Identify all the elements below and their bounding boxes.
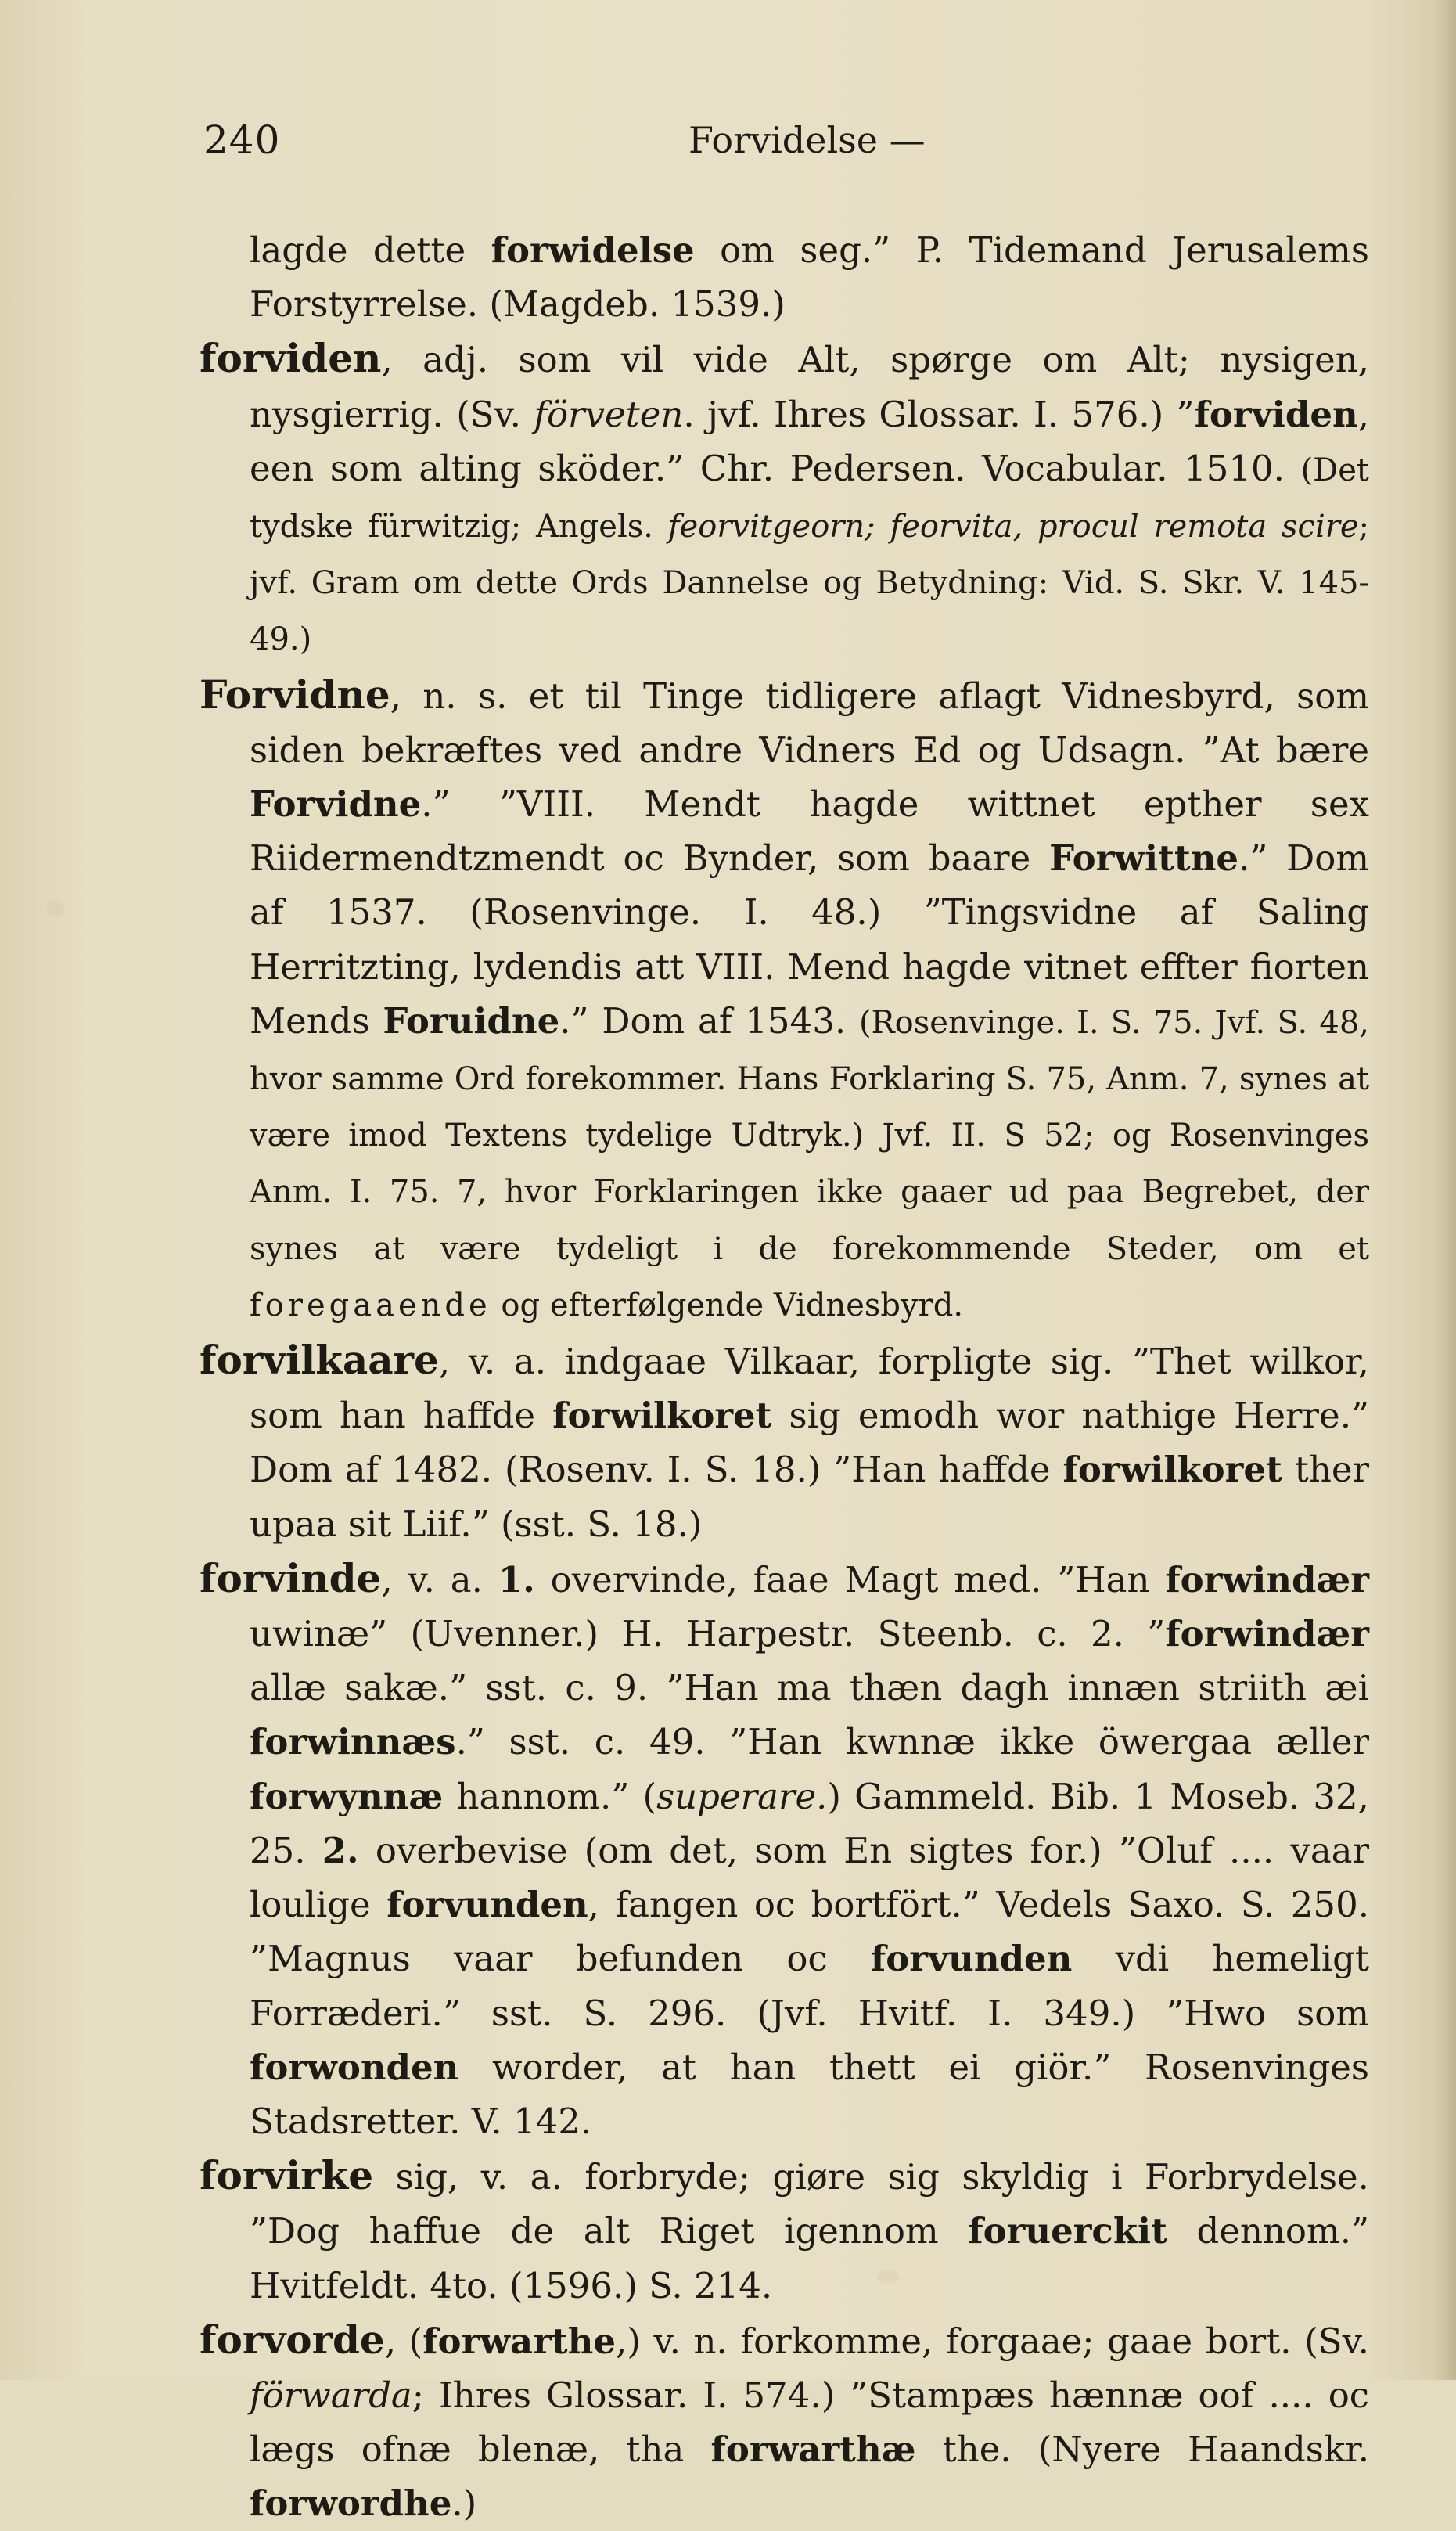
entry-text: .)	[451, 2482, 477, 2525]
bold-quote-word: forwonden	[250, 2046, 459, 2088]
entry-forwidelse-cont	[200, 223, 1369, 331]
bold-quote-word: forwindær	[1165, 1558, 1369, 1600]
dictionary-text	[200, 223, 1369, 2531]
entry-text: .” sst. c. 49. ”Han kwnnæ ikke öwergaa æller	[455, 1721, 1369, 1763]
entry-forvilkaare	[200, 1333, 1369, 1551]
page-header	[203, 117, 1339, 172]
entry-text: lagde dette	[250, 229, 491, 271]
bold-quote-word: forvunden	[386, 1884, 588, 1926]
headword: forvilkaare	[200, 1337, 439, 1384]
headword: forvirke	[200, 2152, 374, 2199]
entry-text: overvinde, faae Magt med. ”Han	[534, 1558, 1166, 1600]
bold-quote-word: forvunden	[870, 1938, 1073, 1980]
page-edge-shadow	[1434, 0, 1456, 2380]
entry-text: superare.	[656, 1775, 828, 1817]
entry-text: sig emodh wor nathige Herre.” Dom af 1482. (Rosenv. I. S. 18.) ”Han haffde	[250, 1395, 1369, 1491]
entry-text: , een som alting sköder.” Chr. Pedersen. Vocabular. 1510.	[250, 393, 1370, 489]
bold-quote-word: foruerckit	[968, 2210, 1167, 2252]
entry-text: förveten	[534, 393, 684, 435]
entry-text: , adj. som vil vide Alt, spørge om Alt; nysigen, nysgierrig. (Sv.	[250, 339, 1369, 435]
bold-quote-word: Forwittne	[1049, 837, 1239, 880]
entry-text: , v. a.	[381, 1558, 498, 1600]
bold-quote-word: forwynnæ	[250, 1775, 444, 1817]
entry-forvirke	[200, 2148, 1369, 2313]
bold-quote-word: forwilkoret	[1062, 1449, 1282, 1491]
bold-quote-word: forwarthæ	[710, 2428, 916, 2471]
entry-text: dennom.” Hvitfeldt. 4to. (1596.) S. 214.	[250, 2210, 1369, 2306]
entry-text: hannom.” (	[443, 1775, 657, 1817]
entry-text: . jvf. Ihres Glossar. I. 576.) ”	[683, 393, 1195, 435]
entry-text: vdi hemeligt Forræderi.” sst. S. 296. (Jvf. Hvitf. I. 349.) ”Hwo som	[250, 1938, 1369, 2034]
bold-quote-word: 1.	[498, 1558, 535, 1600]
entry-forviden	[200, 331, 1369, 667]
entry-text: ther upaa sit Liif.” (sst. S. 18.)	[250, 1449, 1369, 1545]
entry-text: overbevise (om det, som En sigtes for.) ”Oluf .... vaar loulige	[250, 1829, 1369, 1926]
entry-forvidne	[200, 668, 1369, 1333]
entry-text: uwinæ” (Uvenner.) H. Harpestr. Steenb. c. 2. ”	[250, 1613, 1166, 1655]
entry-text: , (	[384, 2320, 423, 2362]
entry-forvinde	[200, 1551, 1369, 2148]
entry-text: ; Ihres Glossar. I. 574.) ”Stampæs hænnæ oof .... oc lægs ofnæ blenæ, tha	[250, 2374, 1369, 2471]
entry-forvorde	[200, 2313, 1369, 2531]
entry-text: .” ”VIII. Mendt hagde wittnet epther sex Riidermendtzmendt oc Bynder, som baare	[250, 783, 1369, 880]
bold-quote-word: forviden	[1194, 393, 1358, 435]
entry-text: ; jvf. Gram om dette Ords Dannelse og Betydning: Vid. S. Skr. V. 145-49.)	[250, 509, 1370, 658]
entry-text: , fangen oc bortfört.” Vedels Saxo. S. 250. ”Magnus vaar befunden oc	[250, 1884, 1369, 1980]
running-head: Forvidelse —	[688, 119, 926, 161]
bold-quote-word: Forvidne	[250, 783, 422, 826]
entry-text: .” Dom af 1543.	[559, 999, 859, 1042]
headword: forvinde	[200, 1554, 382, 1601]
entry-text: , n. s. et til Tinge tidligere aflagt Vidnesbyrd, som siden bekræftes ved andre Vidners Ed og Udsagn. ”At bære	[250, 675, 1369, 771]
entry-text: (Rosenvinge. I. S. 75. Jvf. S. 48, hvor samme Ord forekommer. Hans Forklaring S. 75, Anm. 7, synes at være imod Textens tydelige Udtryk.) Jvf. II. S 52; og Rosenvinges Anm. I. 75. 7, hvor Forklaringen ikke gaaer ud paa Begrebet, der synes at være tydeligt i de forekommende Steder, om et	[250, 1004, 1369, 1267]
entry-text: og efterfølgende Vidnesbyrd.	[491, 1287, 964, 1323]
entry-text: feorvitgeorn; feorvita, procul remota scire	[667, 509, 1359, 545]
bold-quote-word: forwidelse	[491, 229, 695, 271]
bold-quote-word: forwinnæs	[250, 1721, 456, 1763]
bold-quote-word: forwarthe	[422, 2320, 617, 2362]
bold-quote-word: forwordhe	[250, 2482, 452, 2525]
entry-text: ) Gammeld. Bib. 1 Moseb. 32, 25.	[250, 1775, 1369, 1871]
page-number: 240	[203, 117, 281, 163]
entry-text: sig, v. a. forbryde; giøre sig skyldig i Forbrydelse. ”Dog haffue de alt Riget igennom	[250, 2156, 1369, 2252]
entry-text: förwarda	[250, 2374, 412, 2416]
headword: Forvidne	[200, 671, 390, 718]
bold-quote-word: Foruidne	[383, 999, 560, 1042]
entry-text: allæ sakæ.” sst. c. 9. ”Han ma thæn dagh innæn striith æi	[250, 1667, 1369, 1709]
entry-text: the. (Nyere Haandskr.	[915, 2428, 1369, 2471]
headword: forviden	[200, 335, 382, 382]
page-stain	[47, 900, 64, 917]
entry-text: foregaaende	[250, 1287, 491, 1323]
headword: forvorde	[200, 2316, 385, 2363]
entry-text: om seg.” P. Tidemand Jerusalems Forstyrrelse. (Magdeb. 1539.)	[250, 229, 1370, 326]
entry-text: (Det tydske fürwitzig; Angels.	[250, 452, 1369, 545]
bold-quote-word: forwindær	[1165, 1613, 1369, 1655]
entry-text: , v. a. indgaae Vilkaar, forpligte sig. ”Thet wilkor, som han haffde	[250, 1341, 1369, 1437]
bold-quote-word: 2.	[322, 1829, 359, 1871]
entry-text: worder, at han thett ei giör.” Rosenvinges Stadsretter. V. 142.	[250, 2046, 1369, 2142]
bold-quote-word: forwilkoret	[552, 1395, 772, 1437]
entry-text: .” Dom af 1537. (Rosenvinge. I. 48.) ”Tingsvidne af Saling Herritzting, lydendis att VIII. Mend hagde vitnet effter fiorten Mends	[250, 837, 1369, 1042]
entry-text: ,) v. n. forkomme, forgaae; gaae bort. (Sv.	[616, 2320, 1369, 2362]
